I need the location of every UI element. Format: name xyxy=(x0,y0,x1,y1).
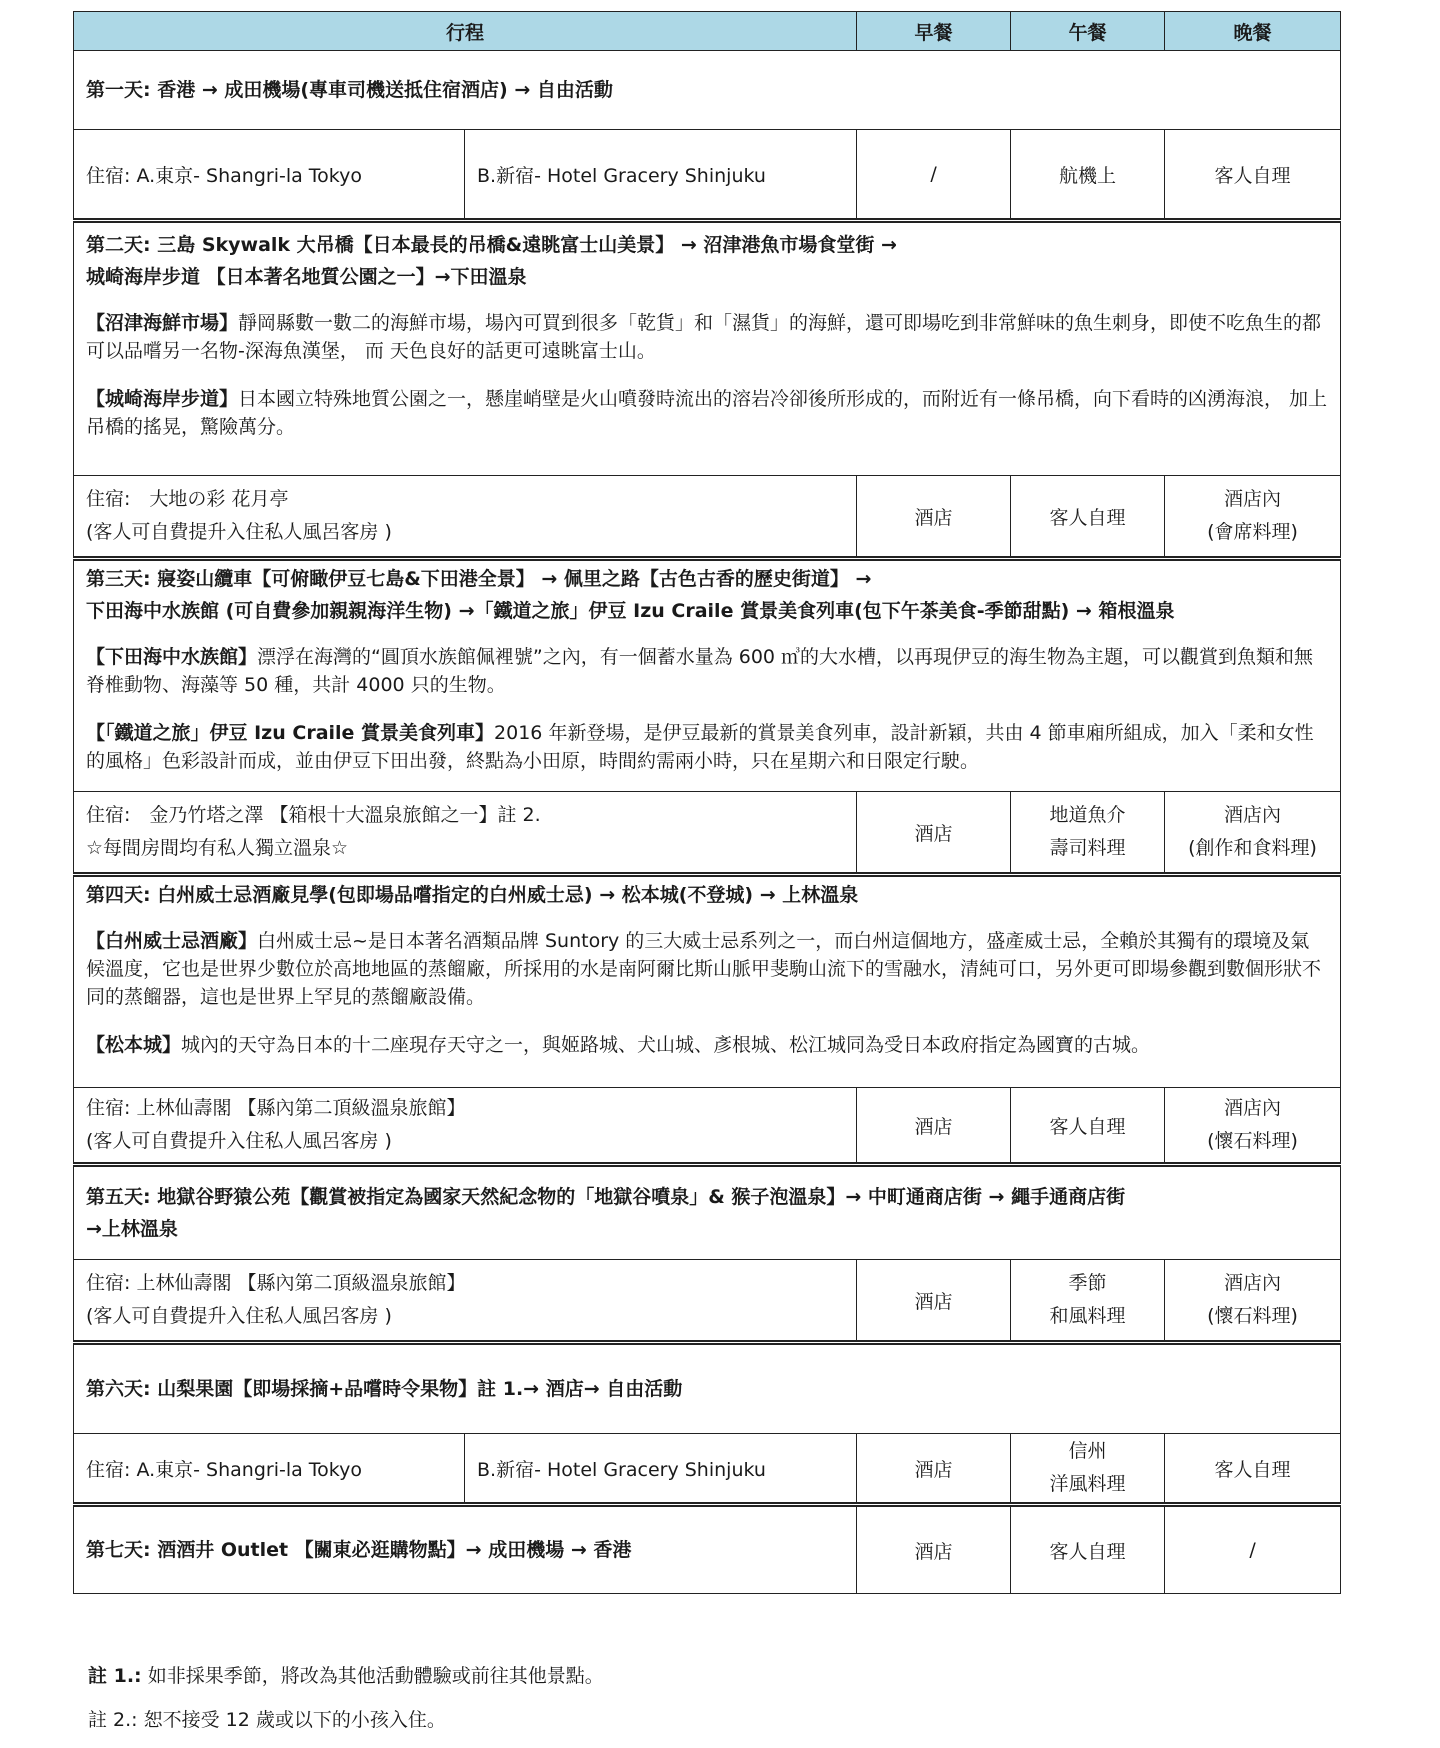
day3-title-row xyxy=(74,559,1341,792)
day5-lunch-line1: 季節 xyxy=(1068,1272,1107,1294)
day2-hotel-line2: (客人可自費提升入住私人風呂客房 ) xyxy=(86,521,392,543)
day3-dinner-line2: (創作和食料理) xyxy=(1188,837,1317,859)
header-itinerary: 行程 xyxy=(74,12,857,51)
day1-hotel-row xyxy=(74,130,1341,221)
day2-desc1-body: 靜岡縣數一數二的海鮮市場，場內可買到很多「乾貨」和「濕貨」的海鮮，還可即場吃到非常鮮味的魚生刺身，即使不吃魚生的都可以品嚐另一名物-深海魚漢堡， 而 天色良好的話更可遠眺富士山。 xyxy=(86,312,1322,362)
day5-hotel-line2: (客人可自費提升入住私人風呂客房 ) xyxy=(86,1305,392,1327)
day5-hotel xyxy=(74,1260,857,1343)
footnote-1 xyxy=(88,1654,604,1698)
day6-dinner: 客人自理 xyxy=(1165,1434,1341,1505)
day4-desc-para1 xyxy=(86,927,1328,1011)
day2-desc-para1 xyxy=(86,309,1328,365)
day3-hotel-line1: 住宿: 金乃竹塔之澤 【箱根十大溫泉旅館之一】註 2. xyxy=(86,804,541,826)
day1-dinner: 客人自理 xyxy=(1165,130,1341,221)
day3-description xyxy=(86,643,1328,775)
day2-desc2-body: 日本國立特殊地質公園之一，懸崖峭壁是火山噴發時流出的溶岩冷卻後所形成的，而附近有一條吊橋，向下看時的凶湧海浪， 加上吊橋的搖晃，驚險萬分。 xyxy=(86,388,1328,438)
day6-title: 第六天: 山梨果園【即場採摘+品嚐時令果物】註 1.→ 酒店→ 自由活動 xyxy=(74,1343,1341,1434)
day3-lunch-line1: 地道魚介 xyxy=(1049,804,1126,826)
day1-hotel-b: B.新宿- Hotel Gracery Shinjuku xyxy=(465,130,857,221)
day3-hotel-line2: ☆每間房間均有私人獨立溫泉☆ xyxy=(86,837,349,859)
day4-breakfast: 酒店 xyxy=(857,1088,1011,1165)
day2-breakfast: 酒店 xyxy=(857,476,1011,559)
itinerary-table xyxy=(73,11,1341,1594)
day2-title-row xyxy=(74,221,1341,476)
day6-lunch-line1: 信州 xyxy=(1068,1440,1107,1462)
day1-title-row xyxy=(74,51,1341,130)
day1-lunch: 航機上 xyxy=(1011,130,1165,221)
day3-desc1-head: 【下田海中水族館】 xyxy=(86,646,258,668)
day5-title-line1: 第五天: 地獄谷野猿公苑【觀賞被指定為國家天然紀念物的「地獄谷噴泉」& 猴子泡溫泉】→ 中町通商店街 → 繩手通商店街 xyxy=(86,1186,1126,1208)
day6-hotel-row xyxy=(74,1434,1341,1505)
day2-dinner xyxy=(1165,476,1341,559)
day4-dinner-line2: (懷石料理) xyxy=(1207,1130,1298,1152)
day2-hotel-line1: 住宿: 大地の彩 花月亭 xyxy=(86,488,289,510)
day6-breakfast: 酒店 xyxy=(857,1434,1011,1505)
day3-desc2-body: 2016 年新登場，是伊豆最新的賞景美食列車，設計新穎，共由 4 節車廂所組成，加入「柔和女性的風格」色彩設計而成，並由伊豆下田出發，終點為小田原，時間約需兩小時，只在星期六和日限定行駛。 xyxy=(86,722,1314,772)
day5-dinner-line1: 酒店內 xyxy=(1224,1272,1282,1294)
day4-description xyxy=(86,927,1328,1059)
day3-lunch-line2: 壽司料理 xyxy=(1049,837,1126,859)
day2-hotel-row xyxy=(74,476,1341,559)
day4-hotel-row xyxy=(74,1088,1341,1165)
day4-desc2-head: 【松本城】 xyxy=(86,1034,182,1056)
day3-lunch xyxy=(1011,792,1165,875)
day6-title-row xyxy=(74,1343,1341,1434)
day5-title-line2: →上林溫泉 xyxy=(86,1218,178,1240)
day1-hotel-a: 住宿: A.東京- Shangri-la Tokyo xyxy=(74,130,465,221)
day2-lunch: 客人自理 xyxy=(1011,476,1165,559)
footnote-1-text: 如非採果季節，將改為其他活動體驗或前往其他景點。 xyxy=(141,1665,604,1687)
day6-hotel-b: B.新宿- Hotel Gracery Shinjuku xyxy=(465,1434,857,1505)
day4-dinner xyxy=(1165,1088,1341,1165)
day2-block xyxy=(74,221,1341,476)
day3-title-line2: 下田海中水族館 (可自費參加親親海洋生物) →「鐵道之旅」伊豆 Izu Craile 賞景美食列車(包下午茶美食-季節甜點) → 箱根溫泉 xyxy=(86,600,1175,622)
day2-desc2-head: 【城崎海岸步道】 xyxy=(86,388,239,410)
day7-title: 第七天: 酒酒井 Outlet 【關東必逛購物點】→ 成田機場 → 香港 xyxy=(74,1505,857,1594)
footnote-2-label: 註 2.: xyxy=(88,1709,138,1731)
day5-hotel-row xyxy=(74,1260,1341,1343)
day3-desc2-head: 【「鐵道之旅」伊豆 Izu Craile 賞景美食列車】 xyxy=(86,722,495,744)
day4-title-row xyxy=(74,875,1341,1088)
day3-title-line1: 第三天: 寢姿山纜車【可俯瞰伊豆七島&下田港全景】 → 佩里之路【古色古香的歷史街道】 → xyxy=(86,568,872,590)
day6-hotel-a: 住宿: A.東京- Shangri-la Tokyo xyxy=(74,1434,465,1505)
day4-desc1-head: 【白州威士忌酒廠】 xyxy=(86,930,258,952)
header-lunch: 午餐 xyxy=(1011,12,1165,51)
day3-hotel xyxy=(74,792,857,875)
day4-desc1-body: 白州威士忌~是日本著名酒類品牌 Suntory 的三大威士忌系列之一，而白州這個地方，盛產威士忌，全賴於其獨有的環境及氣候溫度，它也是世界少數位於高地地區的蒸餾廠，所採用的水是南阿爾比斯山脈甲斐駒山流下的雪融水，清純可口，另外更可即場參觀到數個形狀不同的蒸餾器，這也是世界上罕見的蒸餾廠設備。 xyxy=(86,930,1322,1008)
day4-desc2-body: 城內的天守為日本的十二座現存天守之一，與姬路城、犬山城、彥根城、松江城同為受日本政府指定為國寶的古城。 xyxy=(181,1034,1151,1056)
footnotes xyxy=(88,1654,604,1742)
day5-block xyxy=(74,1165,1341,1260)
footnote-1-label: 註 1.: xyxy=(88,1665,142,1687)
day5-title-row xyxy=(74,1165,1341,1260)
day2-desc1-head: 【沼津海鮮市場】 xyxy=(86,312,239,334)
day2-description xyxy=(86,309,1328,441)
day6-lunch xyxy=(1011,1434,1165,1505)
day7-lunch: 客人自理 xyxy=(1011,1505,1165,1594)
day6-lunch-line2: 洋風料理 xyxy=(1049,1473,1126,1495)
day5-dinner-line2: (懷石料理) xyxy=(1207,1305,1298,1327)
day4-lunch: 客人自理 xyxy=(1011,1088,1165,1165)
day4-block xyxy=(74,875,1341,1088)
day3-dinner xyxy=(1165,792,1341,875)
header-dinner: 晚餐 xyxy=(1165,12,1341,51)
day2-hotel xyxy=(74,476,857,559)
day4-title: 第四天: 白州威士忌酒廠見學(包即場品嚐指定的白州威士忌) → 松本城(不登城) → 上林溫泉 xyxy=(86,884,859,906)
day5-dinner xyxy=(1165,1260,1341,1343)
day2-title-line1: 第二天: 三島 Skywalk 大吊橋【日本最長的吊橋&遠眺富士山美景】 → 沼津港魚市場食堂街 → xyxy=(86,234,897,256)
table-header-row xyxy=(74,12,1341,51)
day7-row xyxy=(74,1505,1341,1594)
day2-dinner-line2: (會席料理) xyxy=(1207,521,1298,543)
day2-title-line2: 城崎海岸步道 【日本著名地質公園之一】→下田溫泉 xyxy=(86,266,527,288)
footnote-2 xyxy=(88,1698,604,1742)
day2-desc-para2 xyxy=(86,385,1328,441)
day5-hotel-line1: 住宿: 上林仙壽閣 【縣內第二頂級溫泉旅館】 xyxy=(86,1272,466,1294)
day5-lunch-line2: 和風料理 xyxy=(1049,1305,1126,1327)
day7-breakfast: 酒店 xyxy=(857,1505,1011,1594)
day4-hotel-line2: (客人可自費提升入住私人風呂客房 ) xyxy=(86,1130,392,1152)
day2-dinner-line1: 酒店內 xyxy=(1224,488,1282,510)
day4-dinner-line1: 酒店內 xyxy=(1224,1097,1282,1119)
day3-desc-para2 xyxy=(86,719,1328,775)
day3-dinner-line1: 酒店內 xyxy=(1224,804,1282,826)
day1-breakfast: / xyxy=(857,130,1011,221)
header-breakfast: 早餐 xyxy=(857,12,1011,51)
day7-dinner: / xyxy=(1165,1505,1341,1594)
day5-lunch xyxy=(1011,1260,1165,1343)
day3-hotel-row xyxy=(74,792,1341,875)
day4-desc-para2 xyxy=(86,1031,1328,1059)
day3-block xyxy=(74,559,1341,792)
day1-title: 第一天: 香港 → 成田機場(專車司機送抵住宿酒店) → 自由活動 xyxy=(74,51,1341,130)
day4-hotel-line1: 住宿: 上林仙壽閣 【縣內第二頂級溫泉旅館】 xyxy=(86,1097,466,1119)
day4-hotel xyxy=(74,1088,857,1165)
day3-desc1-body: 漂浮在海灣的“圓頂水族館佩裡號”之內，有一個蓄水量為 600 ㎥的大水槽，以再現伊豆的海生物為主題，可以觀賞到魚類和無脊椎動物、海藻等 50 種，共計 4000 只的生物。 xyxy=(86,646,1314,696)
day3-desc-para1 xyxy=(86,643,1328,699)
footnote-2-text: 恕不接受 12 歲或以下的小孩入住。 xyxy=(137,1709,446,1731)
day3-breakfast: 酒店 xyxy=(857,792,1011,875)
day5-breakfast: 酒店 xyxy=(857,1260,1011,1343)
